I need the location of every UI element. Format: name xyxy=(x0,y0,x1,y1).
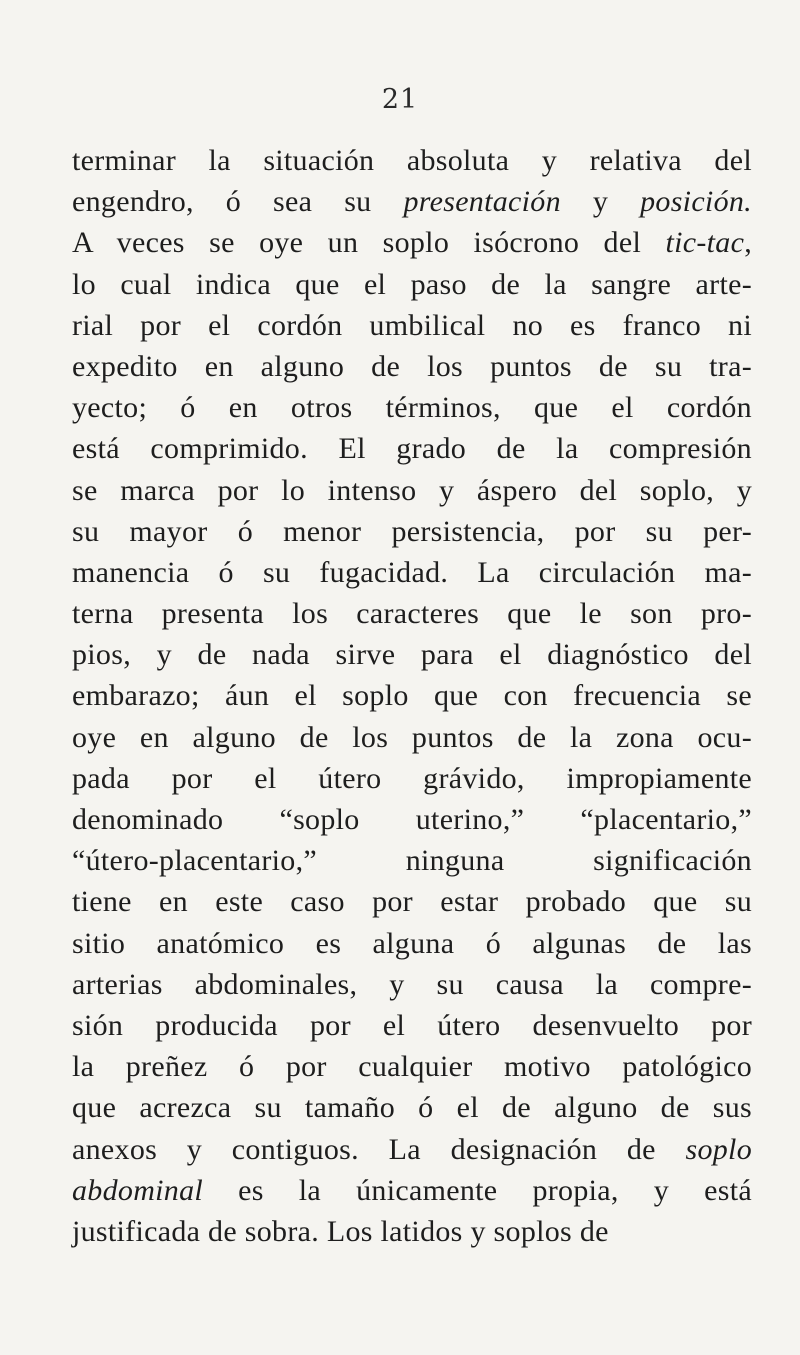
italic-text: abdominal xyxy=(72,1173,204,1207)
text-span: tiene en este caso por estar probado que su xyxy=(72,885,752,919)
text-span: , xyxy=(744,226,752,260)
text-span: rial por el cordón umbilical no es franco ni xyxy=(72,308,752,342)
text-span: embarazo; áun el soplo que con frecuencia se xyxy=(72,679,752,713)
text-line xyxy=(72,1211,752,1252)
text-span: anexos y contiguos. La designación de xyxy=(72,1132,686,1166)
italic-text: tic-tac xyxy=(665,226,745,260)
text-line xyxy=(72,1129,752,1170)
italic-text: soplo xyxy=(685,1132,752,1166)
text-line xyxy=(72,758,752,799)
text-span: A veces se oye un soplo isócrono del xyxy=(72,226,666,260)
text-span: que acrezca su tamaño ó el de alguno de sus xyxy=(72,1091,752,1125)
text-line xyxy=(72,1087,752,1128)
text-span: justificada de sobra. Los latidos y soplos de xyxy=(72,1214,609,1248)
text-line xyxy=(72,634,752,675)
text-line xyxy=(72,552,752,593)
text-line xyxy=(72,305,752,346)
text-line xyxy=(72,470,752,511)
text-line xyxy=(72,923,752,964)
text-line xyxy=(72,717,752,758)
text-span: engendro, ó sea su xyxy=(72,185,404,219)
text-span: su mayor ó menor persistencia, por su per- xyxy=(72,514,752,548)
text-line xyxy=(72,264,752,305)
text-line xyxy=(72,222,752,263)
text-line xyxy=(72,1170,752,1211)
text-line xyxy=(72,428,752,469)
text-span: “útero-placentario,” ninguna significación xyxy=(72,844,752,878)
text-span: expedito en alguno de los puntos de su tra- xyxy=(72,349,752,383)
text-span: manencia ó su fugacidad. La circulación ma- xyxy=(72,555,752,589)
text-span: y xyxy=(560,185,641,219)
text-span: pada por el útero grávido, impropiamente xyxy=(72,761,752,795)
text-line xyxy=(72,346,752,387)
text-span: denominado “soplo uterino,” “placentario,” xyxy=(72,803,752,836)
italic-text: posición. xyxy=(640,185,752,219)
text-span: sión producida por el útero desenvuelto por xyxy=(72,1008,752,1042)
text-span: lo cual indica que el paso de la sangre arte- xyxy=(72,267,752,301)
text-span: se marca por lo intenso y áspero del soplo, y xyxy=(72,473,752,507)
text-line xyxy=(72,840,752,881)
text-span: oye en alguno de los puntos de la zona ocu- xyxy=(72,720,752,754)
text-line xyxy=(72,511,752,552)
text-line xyxy=(72,881,752,922)
text-line xyxy=(72,181,752,222)
text-span: sitio anatómico es alguna ó algunas de las xyxy=(72,926,752,960)
text-span: la preñez ó por cualquier motivo patológico xyxy=(72,1050,752,1084)
text-span: pios, y de nada sirve para el diagnóstico del xyxy=(72,638,752,672)
text-line xyxy=(72,964,752,1005)
text-span: terna presenta los caracteres que le son pro- xyxy=(72,597,752,631)
italic-text: presentación xyxy=(403,185,561,219)
text-line xyxy=(72,1005,752,1046)
text-line xyxy=(72,1046,752,1087)
text-line xyxy=(72,140,752,181)
text-span: está comprimido. El grado de la compresión xyxy=(72,432,752,466)
text-span: yecto; ó en otros términos, que el cordón xyxy=(72,391,752,425)
text-line xyxy=(72,387,752,428)
text-span: terminar la situación absoluta y relativa del xyxy=(72,144,752,177)
text-line xyxy=(72,675,752,716)
text-line xyxy=(72,799,752,840)
text-span: es la únicamente propia, y está xyxy=(203,1173,752,1207)
page-number: 21 xyxy=(381,84,419,115)
text-line xyxy=(72,593,752,634)
text-span: arterias abdominales, y su causa la compre- xyxy=(72,967,752,1001)
body-text xyxy=(72,140,752,1252)
